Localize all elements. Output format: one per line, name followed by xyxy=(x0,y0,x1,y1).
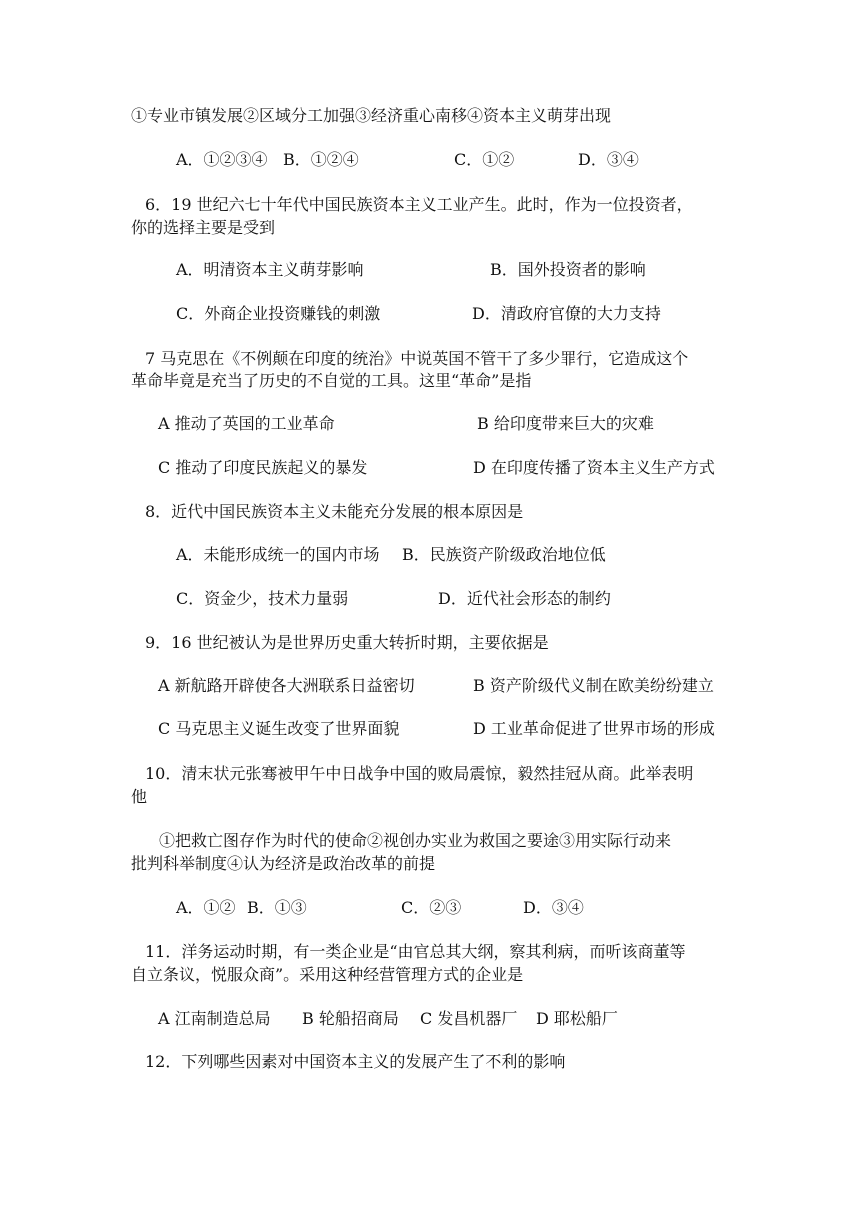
question-8-stem: 8．近代中国民族资本主义未能充分发展的根本原因是 xyxy=(145,502,524,521)
option-d: D．③④ xyxy=(578,150,639,169)
question-6-stem: 6．19 世纪六七十年代中国民族资本主义工业产生。此时，作为一位投资者， xyxy=(145,195,693,214)
statement-line: ①专业市镇发展②区域分工加强③经济重心南移④资本主义萌芽出现 xyxy=(131,106,612,125)
question-6-stem-cont: 你的选择主要是受到 xyxy=(131,218,276,237)
option-c: C．②③ xyxy=(401,898,462,917)
option-b: B．①③ xyxy=(247,898,307,917)
option-c: C 推动了印度民族起义的暴发 xyxy=(158,458,368,477)
option-b: B 给印度带来巨大的灾难 xyxy=(477,414,654,433)
option-d: D 耶松船厂 xyxy=(536,1009,618,1028)
question-11-stem-cont: 自立条议，悦服众商”。采用这种经营管理方式的企业是 xyxy=(131,965,524,984)
option-b: B．①②④ xyxy=(283,150,359,169)
option-b: B 轮船招商局 xyxy=(302,1009,399,1028)
option-c: C．①② xyxy=(454,150,515,169)
option-b: B 资产阶级代义制在欧美纷纷建立 xyxy=(473,676,714,695)
option-c: C．资金少，技术力量弱 xyxy=(176,589,349,608)
option-b: B．民族资产阶级政治地位低 xyxy=(402,545,606,564)
option-a: A．未能形成统一的国内市场 xyxy=(176,545,380,564)
option-a: A 推动了英国的工业革命 xyxy=(158,414,335,433)
question-12-stem: 12．下列哪些因素对中国资本主义的发展产生了不利的影响 xyxy=(145,1052,566,1071)
option-a: A 江南制造总局 xyxy=(158,1009,271,1028)
question-11-stem: 11．洋务运动时期，有一类企业是“由官总其大纲，察其利病，而听该商董等 xyxy=(145,942,686,961)
option-a: A．明清资本主义萌芽影响 xyxy=(176,260,364,279)
question-10-statement: ①把救亡图存作为时代的使命②视创办实业为救国之要途③用实际行动来 xyxy=(159,831,672,850)
question-7-stem: 7 马克思在《不例颠在印度的统治》中说英国不管干了多少罪行，它造成这个 xyxy=(145,349,689,368)
option-d: D 在印度传播了资本主义生产方式 xyxy=(473,458,715,477)
option-d: D．近代社会形态的制约 xyxy=(438,589,611,608)
question-9-stem: 9．16 世纪被认为是世界历史重大转折时期，主要依据是 xyxy=(145,633,549,652)
question-10-stem-cont: 他 xyxy=(131,787,148,806)
option-a: A 新航路开辟使各大洲联系日益密切 xyxy=(158,676,415,695)
option-c: C 马克思主义诞生改变了世界面貌 xyxy=(158,719,400,738)
question-10-statement-cont: 批判科举制度④认为经济是政治改革的前提 xyxy=(131,854,436,873)
option-a: A．①② xyxy=(176,898,236,917)
option-d: D．③④ xyxy=(523,898,584,917)
option-d: D 工业革命促进了世界市场的形成 xyxy=(473,719,715,738)
option-a: A．①②③④ xyxy=(176,150,268,169)
option-d: D．清政府官僚的大力支持 xyxy=(472,304,661,323)
option-c: C．外商企业投资赚钱的刺激 xyxy=(176,304,381,323)
option-b: B．国外投资者的影响 xyxy=(490,260,646,279)
question-7-stem-cont: 革命毕竟是充当了历史的不自觉的工具。这里“革命”是指 xyxy=(131,371,532,390)
question-10-stem: 10．清末状元张骞被甲午中日战争中国的败局震惊，毅然挂冠从商。此举表明 xyxy=(145,764,694,783)
option-c: C 发昌机器厂 xyxy=(420,1009,518,1028)
